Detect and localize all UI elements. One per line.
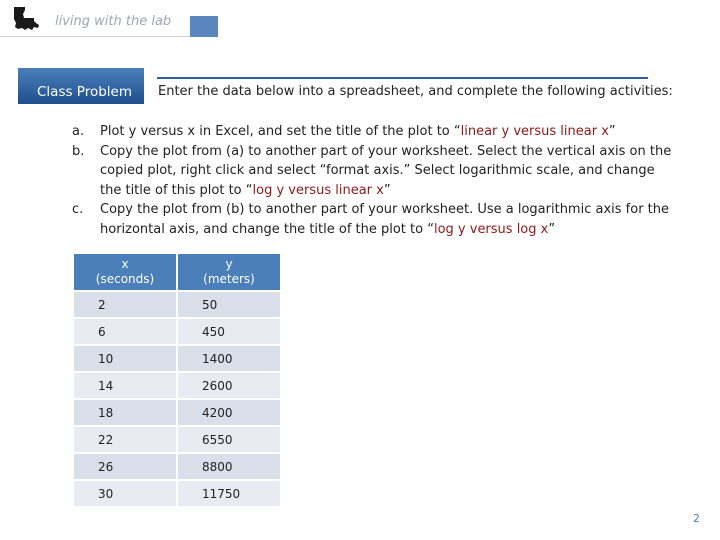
column-header-x-unit: (seconds) xyxy=(95,272,155,286)
cell-x: 22 xyxy=(74,427,176,452)
activity-text-end: ” xyxy=(608,124,616,139)
activity-plot-title: linear y versus linear x xyxy=(460,124,609,139)
table-row xyxy=(74,319,280,344)
class-problem-label: Class Problem xyxy=(37,84,133,100)
activity-text-end: ” xyxy=(548,221,556,237)
cell-y: 450 xyxy=(178,319,280,344)
table-row xyxy=(74,373,280,398)
activity-item xyxy=(72,142,672,201)
table-row xyxy=(74,481,280,506)
column-header-y-unit: (meters) xyxy=(203,272,255,286)
cell-x: 18 xyxy=(74,400,176,425)
activity-text: Plot y versus x in Excel, and set the title of the plot to “ xyxy=(100,124,461,139)
table-row xyxy=(74,292,280,317)
cell-y: 8800 xyxy=(178,454,280,479)
title-rule xyxy=(157,77,648,79)
activity-text-end: ” xyxy=(383,182,391,198)
activity-marker: c. xyxy=(72,202,84,217)
brand-title: living with the lab xyxy=(55,14,172,29)
cell-x: 10 xyxy=(74,346,176,371)
activity-plot-title: log y versus linear x xyxy=(252,182,384,198)
instruction-text: Enter the data below into a spreadsheet, and complete the following activities: xyxy=(158,84,673,99)
header-divider xyxy=(0,36,190,37)
activity-text: Copy the plot from (b) to another part of your worksheet. Use a logarithmic axis for the horizontal axis, and change the title of the plot to “ xyxy=(100,202,670,237)
activity-plot-title: log y versus log x xyxy=(433,221,549,237)
activity-item xyxy=(72,200,672,239)
cell-y: 11750 xyxy=(178,481,280,506)
cell-y: 6550 xyxy=(178,427,280,452)
page-number: 2 xyxy=(693,512,700,525)
table-row xyxy=(74,454,280,479)
cell-y: 2600 xyxy=(178,373,280,398)
activity-text: Copy the plot from (a) to another part of your worksheet. Select the vertical axis on the copied plot, right click and select “format axis.” Select logarithmic scale, and change the title of this plot to “ xyxy=(100,143,672,198)
activity-list xyxy=(72,122,672,239)
cell-x: 26 xyxy=(74,454,176,479)
data-table xyxy=(72,252,282,508)
column-header-x-name: x xyxy=(121,257,129,271)
table-row xyxy=(74,427,280,452)
header-accent-box xyxy=(190,16,218,37)
cell-x: 14 xyxy=(74,373,176,398)
cell-y: 4200 xyxy=(178,400,280,425)
table-row xyxy=(74,346,280,371)
table-row xyxy=(74,400,280,425)
cell-x: 2 xyxy=(74,292,176,317)
cell-x: 30 xyxy=(74,481,176,506)
cell-x: 6 xyxy=(74,319,176,344)
louisiana-map-icon xyxy=(12,6,40,32)
column-header-y-name: y xyxy=(225,257,233,271)
activity-marker: b. xyxy=(72,143,85,159)
activity-item xyxy=(72,122,672,142)
cell-y: 50 xyxy=(178,292,280,317)
column-header-x xyxy=(74,254,176,290)
column-header-y xyxy=(178,254,280,290)
table-header-row xyxy=(74,254,280,290)
activity-marker: a. xyxy=(72,124,85,139)
cell-y: 1400 xyxy=(178,346,280,371)
